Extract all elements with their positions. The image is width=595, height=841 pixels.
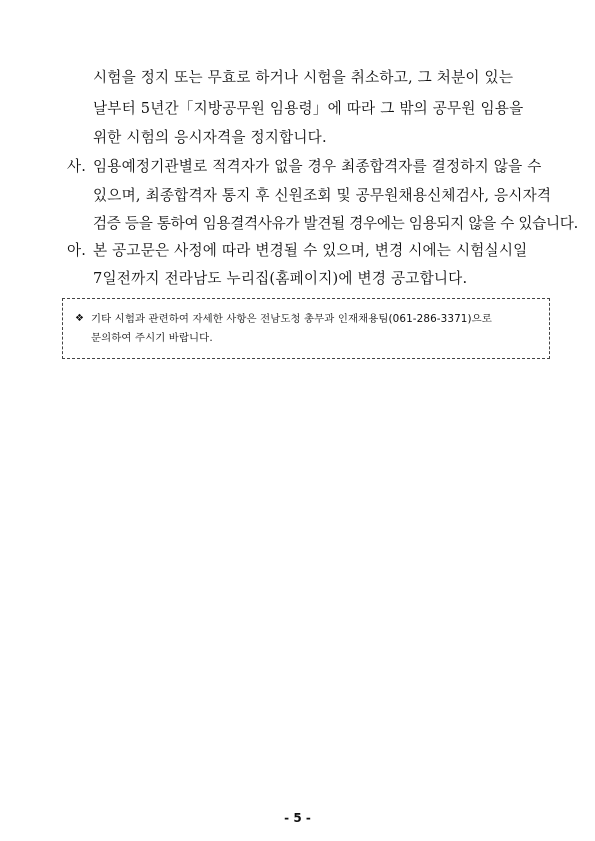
body-text-line: 시험을 정지 또는 무효로 하거나 시험을 취소하고, 그 처분이 있는 xyxy=(93,69,514,86)
item-text-line: 7일전까지 전라남도 누리집(홈페이지)에 변경 공고합니다. xyxy=(93,270,468,287)
item-text-line: 검증 등을 통하여 임용결격사유가 발견될 경우에는 임용되지 않을 수 있습니다. xyxy=(93,215,578,232)
notice-text-line: 기타 시험과 관련하여 자세한 사항은 전남도청 총무과 인재채용팀(061-286-3371)으로 xyxy=(91,313,492,325)
notice-text-line: 문의하여 주시기 바랍니다. xyxy=(91,332,213,344)
item-marker: 사. xyxy=(67,158,87,175)
item-text-line: 임용예정기관별로 적격자가 없을 경우 최종합격자를 결정하지 않을 수 xyxy=(93,158,542,175)
item-text-line: 있으며, 최종합격자 통지 후 신원조회 및 공무원채용신체검사, 응시자격 xyxy=(93,187,552,204)
body-text-line: 위한 시험의 응시자격을 정지합니다. xyxy=(93,129,327,146)
item-marker: 아. xyxy=(67,242,87,259)
page-number: - 5 - xyxy=(284,811,311,825)
body-text-line: 날부터 5년간「지방공무원 임용령」에 따라 그 밖의 공무원 임용을 xyxy=(93,100,524,117)
item-text-line: 본 공고문은 사정에 따라 변경될 수 있으며, 변경 시에는 시험실시일 xyxy=(93,242,528,259)
diamond-bullet-icon: ❖ xyxy=(75,313,84,324)
notice-box xyxy=(62,298,550,359)
